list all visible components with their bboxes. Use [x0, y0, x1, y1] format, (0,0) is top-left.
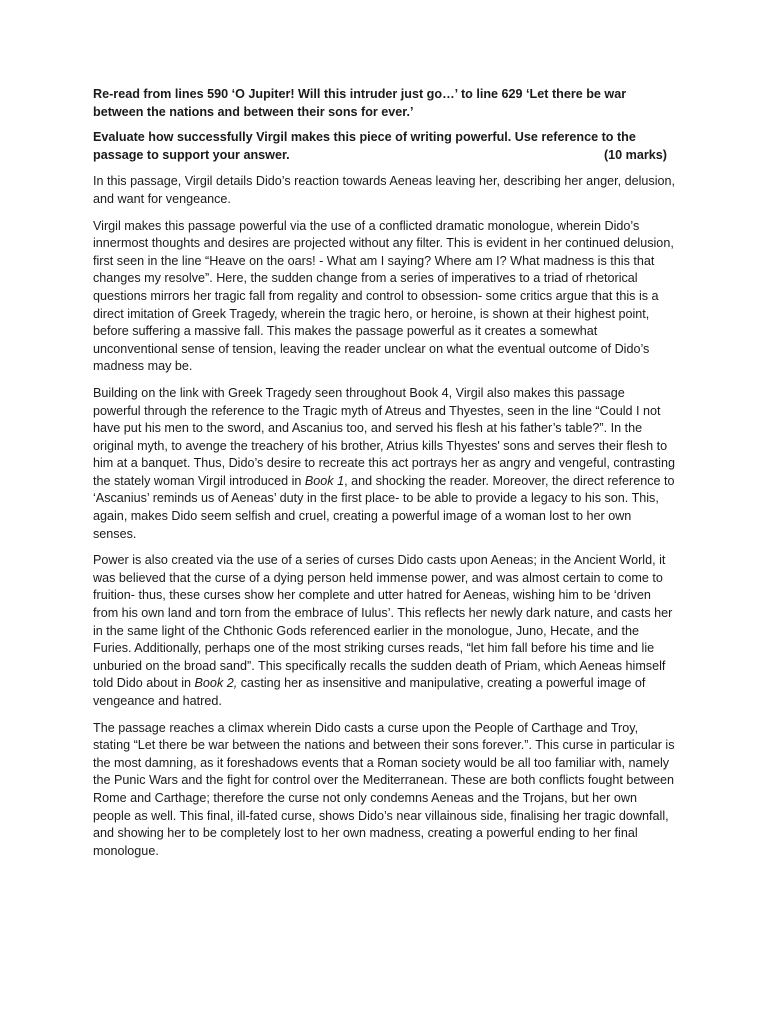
essay-paragraph-5: The passage reaches a climax wherein Dido casts a curse upon the People of Carthage and Troy, stating “Let there be war between the nations and between their sons forever.”. This curse in particular is the most damning, as it foreshadows events that a Roman society would be all too familiar with, namely the Punic Wars and the fight for control over the Mediterranean. These are both conflicts fought between Rome and Carthage; therefore the curse not only condemns Aeneas and the Trojans, but her own people as well. This final, ill-fated curse, shows Dido’s near villainous side, finalising her tragic downfall, and showing her to be completely lost to her own madness, creating a powerful ending to her final monologue.	[93, 720, 675, 858]
question-task	[93, 129, 675, 164]
essay-paragraph-3-part-b: , and shocking the reader. Moreover, the direct reference to ‘Ascanius’ reminds us of Aeneas’ duty in the first place- to be able to provide a legacy to his son. This, again, makes Dido seem selfish and cruel, creating a powerful image of a woman lost to her own senses.	[93, 473, 675, 541]
essay-paragraph-3	[93, 385, 675, 543]
document-page	[93, 86, 675, 869]
essay-paragraph-1: In this passage, Virgil details Dido’s reaction towards Aeneas leaving her, describing her anger, delusion, and want for vengeance.	[93, 174, 675, 206]
essay-paragraph-4-part-b: casting her as insensitive and manipulative, creating a powerful image of vengeance and hatred.	[93, 676, 646, 708]
book-1-reference: Book 1	[304, 473, 345, 488]
essay-paragraph-3-part-a: Building on the link with Greek Tragedy seen throughout Book 4, Virgil also makes this passage powerful through the reference to the Tragic myth of Atreus and Thyestes, seen in the line “Could I not have put his men to the sword, and Ascanius too, and served his flesh at his father’s table?”. In the original myth, to avenge the treachery of his brother, Atrius kills Thyestes' sons and serves their flesh to him at a banquet. Thus, Dido’s desire to recreate this act portrays her as angry and vengeful, contrasting the stately woman Virgil introduced in	[93, 385, 675, 488]
marks-label: (10 marks)	[603, 147, 667, 162]
question-prompt: Re-read from lines 590 ‘O Jupiter! Will this intruder just go…’ to line 629 ‘Let there be war between the nations and between their sons for ever.’	[93, 87, 627, 119]
book-2-reference: Book 2,	[194, 676, 238, 691]
essay-paragraph-4-part-a: Power is also created via the use of a series of curses Dido casts upon Aeneas; in the Ancient World, it was believed that the curse of a dying person held immense power, and was almost certain to come to fruition- thus, these curses show her complete and utter hatred for Aeneas, wishing him to be ‘driven from his own land and torn from the embrace of Iulus’. This reflects her newly dark nature, and casts her in the same light of the Chthonic Gods referenced earlier in the monologue, Juno, Hecate, and the Furies. Additionally, perhaps one of the most striking curses reads, “let him fall before his time and lie unburied on the broad sand”. This specifically recalls the sudden death of Priam, which Aeneas himself told Dido about in	[93, 553, 673, 691]
essay-paragraph-4	[93, 552, 675, 710]
essay-paragraph-2: Virgil makes this passage powerful via the use of a conflicted dramatic monologue, wherein Dido’s innermost thoughts and desires are projected without any filter. This is evident in her continued delusion, first seen in the line “Heave on the oars! - What am I saying? Where am I? What madness is this that changes my resolve”. Here, the sudden change from a series of imperatives to a triad of rhetorical questions mirrors her tragic fall from regality and control to obsession- some critics argue that this is a direct imitation of Greek Tragedy, wherein the tragic hero, or heroine, is shown at their highest point, before suffering a massive fall. This makes the passage powerful as it creates a somewhat unconventional sense of tension, leaving the reader unclear on what the eventual outcome of Dido’s madness may be.	[93, 218, 674, 374]
question-task-text: Evaluate how successfully Virgil makes this piece of writing powerful. Use reference to the passage to support your answer.	[93, 130, 636, 162]
